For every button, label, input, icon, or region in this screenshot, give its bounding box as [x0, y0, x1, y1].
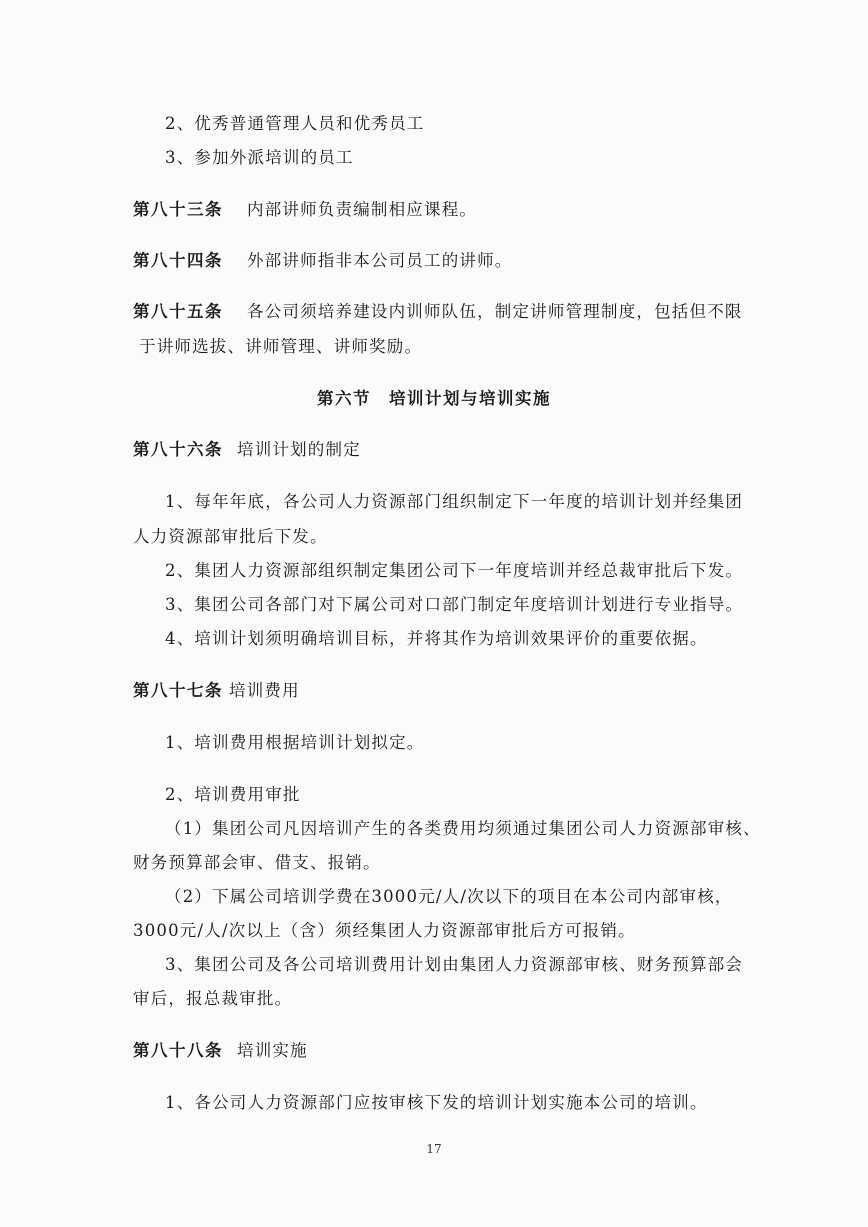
section-title: 第六节 培训计划与培训实施	[317, 389, 551, 408]
list-item: 4、培训计划须明确培训目标，并将其作为培训效果评价的重要依据。	[165, 629, 708, 648]
article-85	[133, 301, 743, 323]
list-item: 人力资源部审批后下发。	[133, 527, 328, 546]
list-item: 2、优秀普通管理人员和优秀员工	[165, 114, 425, 133]
list-item: （2）下属公司培训学费在3000元/人/次以下的项目在本公司内部审核，	[165, 887, 733, 906]
article-number: 第八十五条	[133, 302, 223, 321]
list-item: （1）集团公司凡因培训产生的各类费用均须通过集团公司人力资源部审核、	[165, 819, 761, 838]
article-83	[133, 199, 477, 221]
list-item: 1、培训费用根据培训计划拟定。	[165, 733, 425, 752]
article-text: 内部讲师负责编制相应课程。	[247, 200, 478, 219]
article-number: 第八十六条	[133, 440, 223, 459]
article-84	[133, 250, 513, 272]
article-number: 第八十四条	[133, 251, 223, 270]
page-number: 17	[426, 1142, 442, 1156]
list-item: 3、集团公司及各公司培训费用计划由集团人力资源部审核、财务预算部会	[165, 955, 744, 974]
list-item: 财务预算部会审、借支、报销。	[133, 853, 381, 872]
article-number: 第八十七条	[133, 681, 223, 700]
list-item: 3、参加外派培训的员工	[165, 148, 354, 167]
list-item: 1、每年年底，各公司人力资源部门组织制定下一年度的培训计划并经集团	[165, 492, 744, 511]
list-item: 审后，报总裁审批。	[133, 989, 293, 1008]
article-text: 外部讲师指非本公司员工的讲师。	[247, 251, 513, 270]
article-text: 培训计划的制定	[237, 440, 361, 459]
article-text: 各公司须培养建设内训师队伍，制定讲师管理制度，包括但不限	[247, 302, 743, 321]
article-number: 第八十三条	[133, 200, 223, 219]
list-item: 3、集团公司各部门对下属公司对口部门制定年度培训计划进行专业指导。	[165, 595, 744, 614]
list-item: 3000元/人/次以上（含）须经集团人力资源部审批后方可报销。	[133, 921, 636, 940]
article-text: 培训费用	[229, 681, 300, 700]
article-text: 培训实施	[237, 1041, 308, 1060]
article-87	[133, 680, 300, 702]
article-86	[133, 439, 361, 461]
list-item: 2、培训费用审批	[165, 785, 301, 804]
article-number: 第八十八条	[133, 1041, 223, 1060]
article-88	[133, 1040, 308, 1062]
article-continuation: 于讲师选拔、讲师管理、讲师奖励。	[139, 337, 423, 356]
list-item: 1、各公司人力资源部门应按审核下发的培训计划实施本公司的培训。	[165, 1093, 708, 1112]
list-item: 2、集团人力资源部组织制定集团公司下一年度培训并经总裁审批后下发。	[165, 561, 744, 580]
